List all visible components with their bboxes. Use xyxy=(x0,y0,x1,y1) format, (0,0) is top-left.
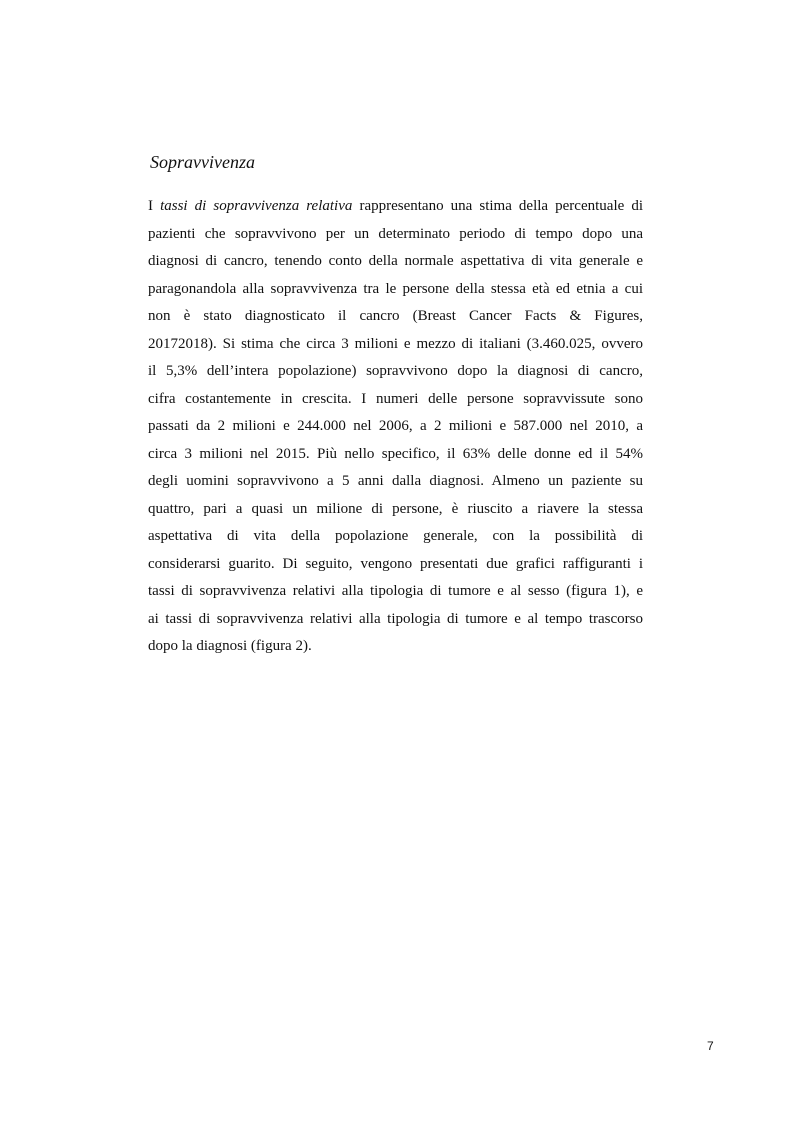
paragraph-line: ai tassi di sopravvivenza relativi alla tipologia di tumore e al tempo trascorso xyxy=(148,610,643,627)
paragraph-line: 20172018). Si stima che circa 3 milioni e mezzo di italiani (3.460.025, ovvero xyxy=(148,335,643,352)
section-heading: Sopravvivenza xyxy=(150,152,255,172)
paragraph-line: quattro, pari a quasi un milione di persone, è riuscito a riavere la stessa xyxy=(148,500,643,517)
paragraph-line: cifra costantemente in crescita. I numeri delle persone sopravvissute sono xyxy=(148,390,643,407)
paragraph-line: considerarsi guarito. Di seguito, vengono presentati due grafici raffiguranti i xyxy=(148,555,643,572)
paragraph-line xyxy=(148,193,643,221)
paragraph-line: il 5,3% dell’intera popolazione) sopravvivono dopo la diagnosi di cancro, xyxy=(148,363,643,379)
paragraph-line: tassi di sopravvivenza relativi alla tipologia di tumore e al sesso (figura 1), e xyxy=(148,583,643,599)
page-number: 7 xyxy=(707,1039,714,1053)
paragraph-line: paragonandola alla sopravvivenza tra le persone della stessa età ed etnia a cui xyxy=(148,280,643,297)
body-paragraph xyxy=(148,193,643,661)
line-text: I xyxy=(148,198,161,214)
paragraph-line: degli uomini sopravvivono a 5 anni dalla diagnosi. Almeno un paziente su xyxy=(148,473,643,489)
paragraph-line: dopo la diagnosi (figura 2). xyxy=(148,638,312,654)
paragraph-line: non è stato diagnosticato il cancro (Breast Cancer Facts & Figures, xyxy=(148,308,643,324)
paragraph-line: circa 3 milioni nel 2015. Più nello specifico, il 63% delle donne ed il 54% xyxy=(148,445,643,462)
paragraph-line: passati da 2 milioni e 244.000 nel 2006, a 2 milioni e 587.000 nel 2010, a xyxy=(148,418,643,434)
paragraph-line: aspettativa di vita della popolazione generale, con la possibilità di xyxy=(148,528,643,544)
emphasized-term: tassi di sopravvivenza relativa xyxy=(160,198,353,214)
paragraph-line: diagnosi di cancro, tenendo conto della normale aspettativa di vita generale e xyxy=(148,253,643,269)
paragraph-line: pazienti che sopravvivono per un determinato periodo di tempo dopo una xyxy=(148,225,643,242)
line-text: rappresentano una stima della percentuale di xyxy=(352,198,644,214)
